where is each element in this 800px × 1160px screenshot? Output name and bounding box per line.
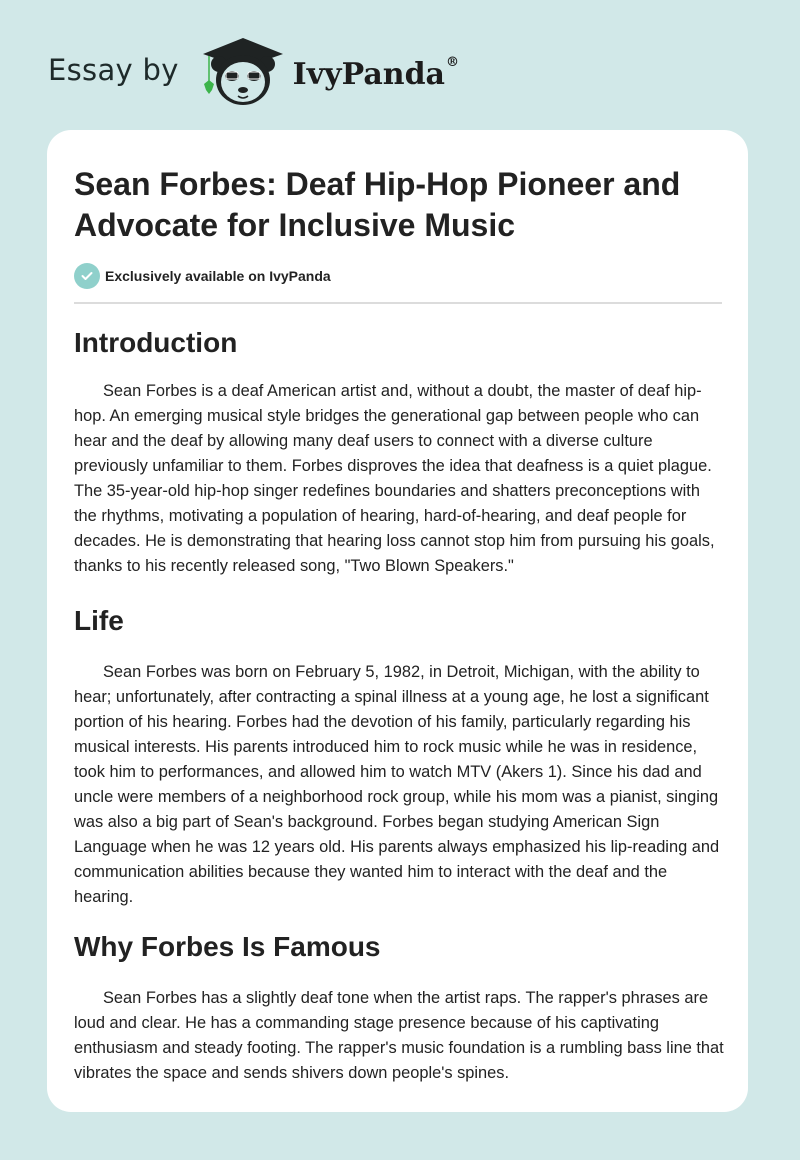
essay-title: Sean Forbes: Deaf Hip-Hop Pioneer and Advocate for Inclusive Music (74, 166, 681, 243)
section-heading: Introduction (74, 327, 238, 358)
divider (74, 302, 722, 304)
section-life (74, 604, 726, 910)
section-paragraph: Sean Forbes has a slightly deaf tone when the artist raps. The rapper's phrases are loud and clear. He has a commanding stage presence because of his captivating enthusiasm and steady footing. The rapper's music foundation is a rumbling bass line that vibrates the space and sends shivers down people's spines. (74, 989, 724, 1082)
section-paragraph: Sean Forbes was born on February 5, 1982, in Detroit, Michigan, with the ability to hear; unfortunately, after contracting a spinal illness at a young age, he lost a significant portion of his hearing. Forbes had the devotion of his family, particularly regarding his musical interests. His parents introduced him to rock music while he was in residence, took him to performances, and allowed him to watch MTV (Akers 1). Since his dad and uncle were members of a neighborhood rock group, while his mom was a pianist, singing was also a big part of Sean's background. Forbes began studying American Sign Language when he was 12 years old. His parents always emphasized his lip-reading and communication abilities because they wanted him to interact with the deaf and the hearing. (74, 663, 720, 906)
exclusive-badge (74, 263, 331, 289)
badge-text: Exclusively available on IvyPanda (105, 268, 331, 284)
essay-by-label: Essay by (48, 53, 179, 87)
site-header (48, 36, 459, 108)
panda-graduation-cap-icon[interactable] (201, 36, 285, 108)
section-heading: Life (74, 605, 124, 636)
section-heading: Why Forbes Is Famous (74, 931, 381, 962)
brand-text: IvyPanda (292, 56, 445, 92)
essay-card (47, 130, 748, 1112)
brand-name[interactable] (292, 54, 459, 92)
section-introduction (74, 326, 726, 579)
section-paragraph: Sean Forbes is a deaf American artist and, without a doubt, the master of deaf hip-hop. An emerging musical style bridges the generational gap between people who can hear and the deaf by allowing many deaf users to connect with a diverse culture previously unfamiliar to them. Forbes disproves the idea that deafness is a quiet plague. The 35-year-old hip-hop singer redefines boundaries and shatters preconceptions with the rhythms, motivating a population of hearing, hard-of-hearing, and deaf people for decades. He is demonstrating that hearing loss cannot stop him from pursuing his goals, thanks to his recently released song, "Two Blown Speakers." (74, 382, 715, 575)
section-why-famous (74, 930, 726, 1086)
registered-mark: ® (446, 54, 459, 70)
check-circle-icon (74, 263, 100, 289)
